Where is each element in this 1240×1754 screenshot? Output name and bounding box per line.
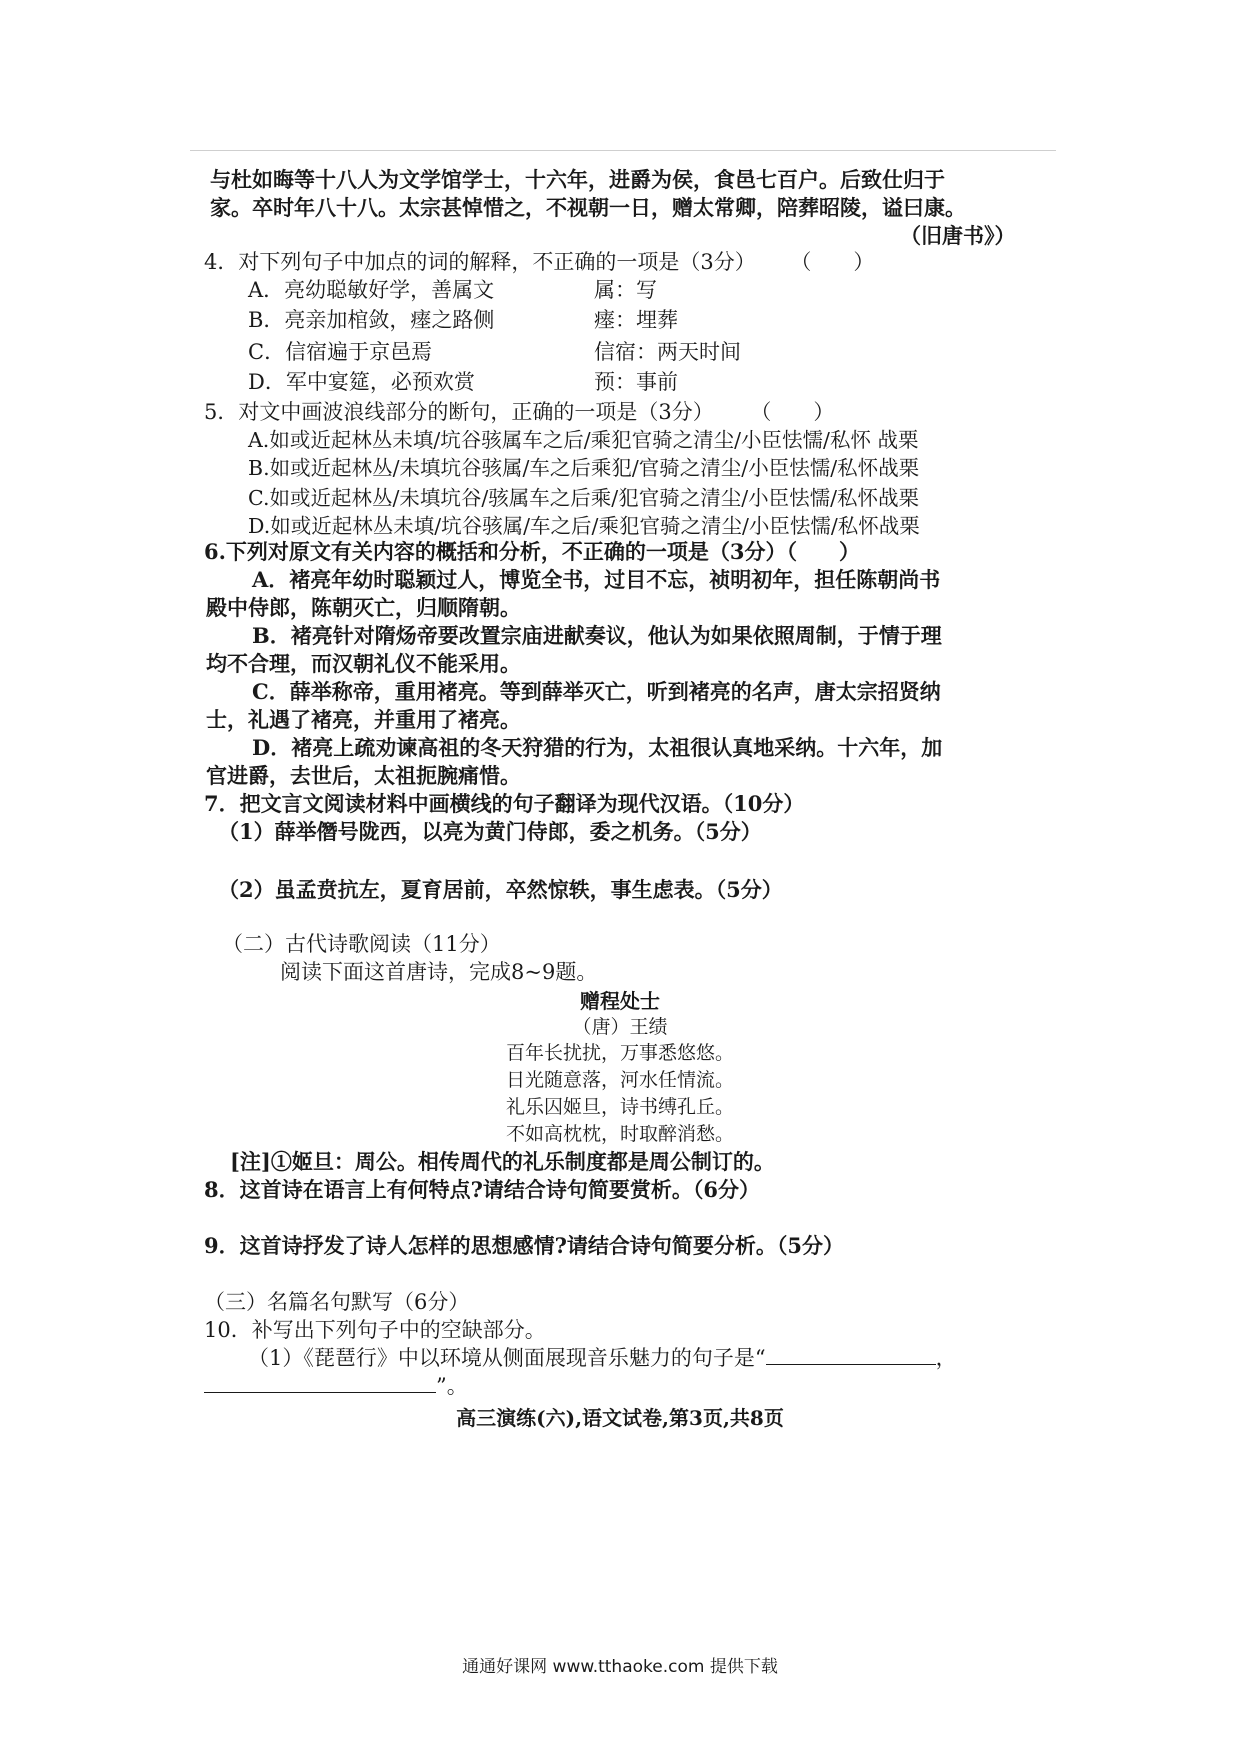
q5-answer-paren: （ ） [750,400,835,424]
q6-option-c-line1: C．薛举称帝，重用褚亮。等到薛举灭亡，听到褚亮的名声，唐太宗招贤纳 [252,679,941,704]
q5-option-b: B.如或近起林丛/未填坑谷骇属/车之后乘犯/官骑之清尘/小臣怯懦/私怀战栗 [248,456,920,480]
q4-answer-paren: （ ） [790,250,875,274]
q5-option-d: D.如或近起林丛未填/坑谷骇属/车之后/乘犯官骑之清尘/小臣怯懦/私怀战栗 [248,514,920,538]
q4-option-b-sentence: B．亮亲加棺敛，瘗之路侧 [248,308,495,332]
q8-stem: 8．这首诗在语言上有何特点?请结合诗句简要赏析。（6分） [204,1177,761,1202]
poem-line-2: 日光随意落，河水任情流。 [505,1069,734,1091]
q10-stem: 10．补写出下列句子中的空缺部分。 [204,1318,546,1342]
q5-option-a: A.如或近起林丛未填/坑谷骇属车之后/乘犯官骑之清尘/小臣怯懦/私怀 战栗 [248,428,919,452]
q5-stem-text: 5．对文中画波浪线部分的断句，正确的一项是（3分） [204,400,714,424]
answer-blank-1[interactable] [766,1346,936,1365]
exam-page-footer: 高三演练(六),语文试卷,第3页,共8页 [456,1406,784,1430]
q4-option-a-sentence: A．亮幼聪敏好学，善属文 [248,278,495,302]
poem-author: （唐）王绩 [572,1016,668,1038]
q6-option-b-line2: 均不合理，而汉朝礼仪不能采用。 [206,651,521,676]
q10-item-1 [248,1344,957,1372]
q4-option-a-gloss: 属：写 [594,278,657,302]
q9-stem: 9．这首诗抒发了诗人怎样的思想感情?请结合诗句简要分析。（5分） [204,1233,845,1258]
q4-stem [204,248,874,276]
answer-blank-2[interactable] [204,1374,436,1393]
q4-option-c [248,338,741,366]
poem-title: 赠程处士 [580,989,660,1013]
q4-option-b-gloss: 瘗：埋葬 [594,308,678,332]
passage-line-1: 与杜如晦等十八人为文学馆学士，十六年，进爵为侯，食邑七百户。后致仕归于 [210,167,945,192]
poem-line-3: 礼乐囚姬旦，诗书缚孔丘。 [505,1096,734,1118]
poem-line-1: 百年长扰扰，万事悉悠悠。 [505,1042,734,1064]
q4-option-d [248,368,678,396]
q4-option-c-gloss: 信宿：两天时间 [594,340,741,364]
q6-option-d-line2: 官进爵，去世后，太祖扼腕痛惜。 [206,763,521,788]
q10-item-1-close: ”。 [436,1374,468,1398]
section2-heading: （二）古代诗歌阅读（11分） [222,932,501,956]
q10-item-1-continued [204,1372,468,1400]
section2-instruction: 阅读下面这首唐诗，完成8~9题。 [280,960,598,984]
q5-stem [204,398,834,426]
q7-item-1: （1）薛举僭号陇西，以亮为黄门侍郎，委之机务。（5分） [218,819,762,844]
q6-option-a-line1: A．褚亮年幼时聪颖过人，博览全书，过目不忘，祯明初年，担任陈朝尚书 [252,567,941,592]
passage-line-2: 家。卒时年八十八。太宗甚悼惜之，不视朝一日，赠太常卿，陪葬昭陵，谥曰康。 [210,195,966,220]
q4-option-d-sentence: D．军中宴筵，必预欢赏 [248,370,475,394]
passage-source: （旧唐书》） [900,223,1016,248]
q6-stem: 6.下列对原文有关内容的概括和分析，不正确的一项是（3分）（ ） [204,539,861,564]
q6-option-d-line1: D．褚亮上疏劝谏高祖的冬天狩猎的行为，太祖很认真地采纳。十六年，加 [252,735,943,760]
q6-option-a-line2: 殿中侍郎，陈朝灭亡，归顺隋朝。 [206,595,521,620]
poem-line-4: 不如高枕枕，时取醉消愁。 [505,1123,734,1145]
q6-option-c-line2: 士，礼遇了褚亮，并重用了褚亮。 [206,707,521,732]
q6-option-b-line1: B．褚亮针对隋炀帝要改置宗庙进献奏议，他认为如果依照周制，于情于理 [252,623,942,648]
top-rule [190,150,1056,151]
section3-heading: （三）名篇名句默写（6分） [204,1290,470,1314]
poem-note: [注]①姬旦：周公。相传周代的礼乐制度都是周公制订的。 [230,1149,775,1174]
download-footer: 通通好课网 www.tthaoke.com 提供下载 [462,1657,778,1677]
q10-item-1-comma: ， [935,1346,957,1370]
q4-option-c-sentence: C．信宿遍于京邑焉 [248,340,433,364]
q4-option-d-gloss: 预：事前 [594,370,678,394]
q4-option-a [248,276,657,304]
q5-option-c: C.如或近起林丛/未填坑谷/骇属车之后乘/犯官骑之清尘/小臣怯懦/私怀战栗 [248,486,920,510]
q10-item-1-text: （1）《琵琶行》中以环境从侧面展现音乐魅力的句子是“ [248,1346,766,1370]
q4-stem-text: 4．对下列句子中加点的词的解释，不正确的一项是（3分） [204,250,756,274]
q7-stem: 7．把文言文阅读材料中画横线的句子翻译为现代汉语。（10分） [204,791,805,816]
q7-item-2: （2）虽孟贲抗左，夏育居前，卒然惊轶，事生虑表。（5分） [218,877,783,902]
q4-option-b [248,306,678,334]
